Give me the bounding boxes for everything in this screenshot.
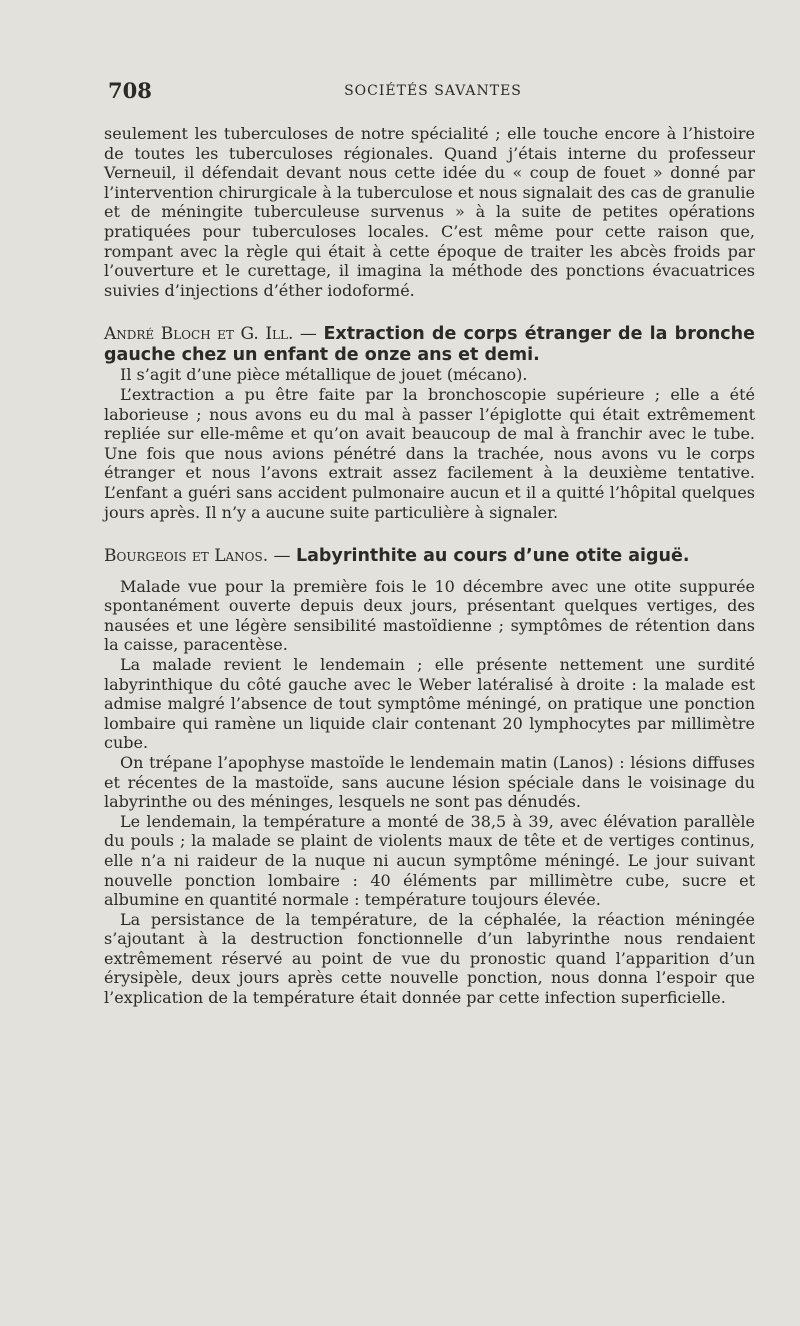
page-number: 708 bbox=[108, 78, 152, 103]
article-authors: Bourgeois et Lanos. bbox=[104, 546, 269, 567]
section-gap bbox=[104, 300, 755, 324]
article-authors: André Bloch et G. Ill. bbox=[104, 324, 294, 345]
article-paragraph: Il s’agit d’une pièce métallique de jouet (mécano). bbox=[120, 365, 528, 385]
article-title: Labyrinthite au cours d’une otite aiguë. bbox=[295, 546, 690, 567]
page-body bbox=[104, 124, 755, 1008]
running-title: SOCIÉTÉS SAVANTES bbox=[344, 83, 522, 99]
article-paragraph: On trépane l’apophyse mastoïde le lendemain matin (Lanos) : lésions diffuses et récentes de la mastoïde, sans aucune lésion spéciale dans le voisinage du labyrinthe ou des méninges, lesquels ne sont pas dénudés. bbox=[104, 752, 755, 812]
article-paragraph: La persistance de la température, de la céphalée, la réaction méningée s’ajoutant à la destruction fonctionnelle d’un labyrinthe nous rendaient extrêmement réservé au point de vue du pronostic quand l’apparition d’un érysipèle, deux jours après cette nouvelle ponction, nous donna l’espoir que l’explication de la température était donnée par cette infection superficielle. bbox=[104, 909, 755, 1008]
intro-paragraph: seulement les tuberculoses de notre spécialité ; elle touche encore à l’histoire de toutes les tuberculoses régionales. Quand j’étais interne du professeur Verneuil, il défendait devant nous cette idée du « coup de fouet » donné par l’intervention chirurgicale à la tuberculose et nous signalait des cas de granulie et de méningite tuberculeuse survenus » à la suite de petites opérations pratiquées pour tuberculoses locales. C’est même pour cette raison que, rompant avec la règle qui était à cette époque de traiter les abcès froids par l’ouverture et le curettage, il imagina la méthode des ponctions évacuatrices suivies d’injections d’éther iodoformé. bbox=[104, 124, 755, 300]
section-gap bbox=[104, 522, 755, 546]
heading-dash: — bbox=[293, 324, 324, 345]
page-header bbox=[108, 78, 758, 106]
article-paragraph: Le lendemain, la température a monté de 38,5 à 39, avec élévation parallèle du pouls ; la malade se plaint de violents maux de tête et de vertiges continus, elle n’a ni raideur de la nuque ni aucun symptôme méningé. Le jour suivant nouvelle ponction lombaire : 40 éléments par millimètre cube, sucre et albumine en quantité normale : température toujours élevée. bbox=[104, 811, 755, 910]
article-title: Extraction de corps étranger de la bronche gauche chez un enfant de onze ans et demi. bbox=[104, 324, 756, 365]
article-heading bbox=[104, 324, 755, 365]
title-gap bbox=[104, 567, 755, 577]
heading-dash: — bbox=[268, 546, 296, 567]
article-paragraph: L’extraction a pu être faite par la bronchoscopie supérieure ; elle a été laborieuse ; nous avons eu du mal à passer l’épiglotte qui était extrêmement repliée sur elle-même et qu’on avait beaucoup de mal à franchir avec le tube. Une fois que nous avions pénétré dans la trachée, nous avons vu le corps étranger et nous l’avons extrait assez facilement à la deuxième tentative. L’enfant a guéri sans accident pulmonaire aucun et il a quitté l’hôpital quelques jours après. Il n’y a aucune suite particulière à signaler. bbox=[104, 384, 755, 522]
article-heading bbox=[104, 546, 755, 567]
article-paragraph: Malade vue pour la première fois le 10 décembre avec une otite suppurée spontanément ouverte depuis deux jours, présentant quelques vertiges, des nausées et une légère sensibilité mastoïdienne ; symptômes de rétention dans la caisse, paracentèse. bbox=[104, 576, 755, 655]
article-paragraph: La malade revient le lendemain ; elle présente nettement une surdité labyrinthique du côté gauche avec le Weber latéralisé à droite : la malade est admise malgré l’absence de tout symptôme méningé, on pratique une ponction lombaire qui ramène un liquide clair contenant 20 lymphocytes par millimètre cube. bbox=[104, 654, 755, 753]
